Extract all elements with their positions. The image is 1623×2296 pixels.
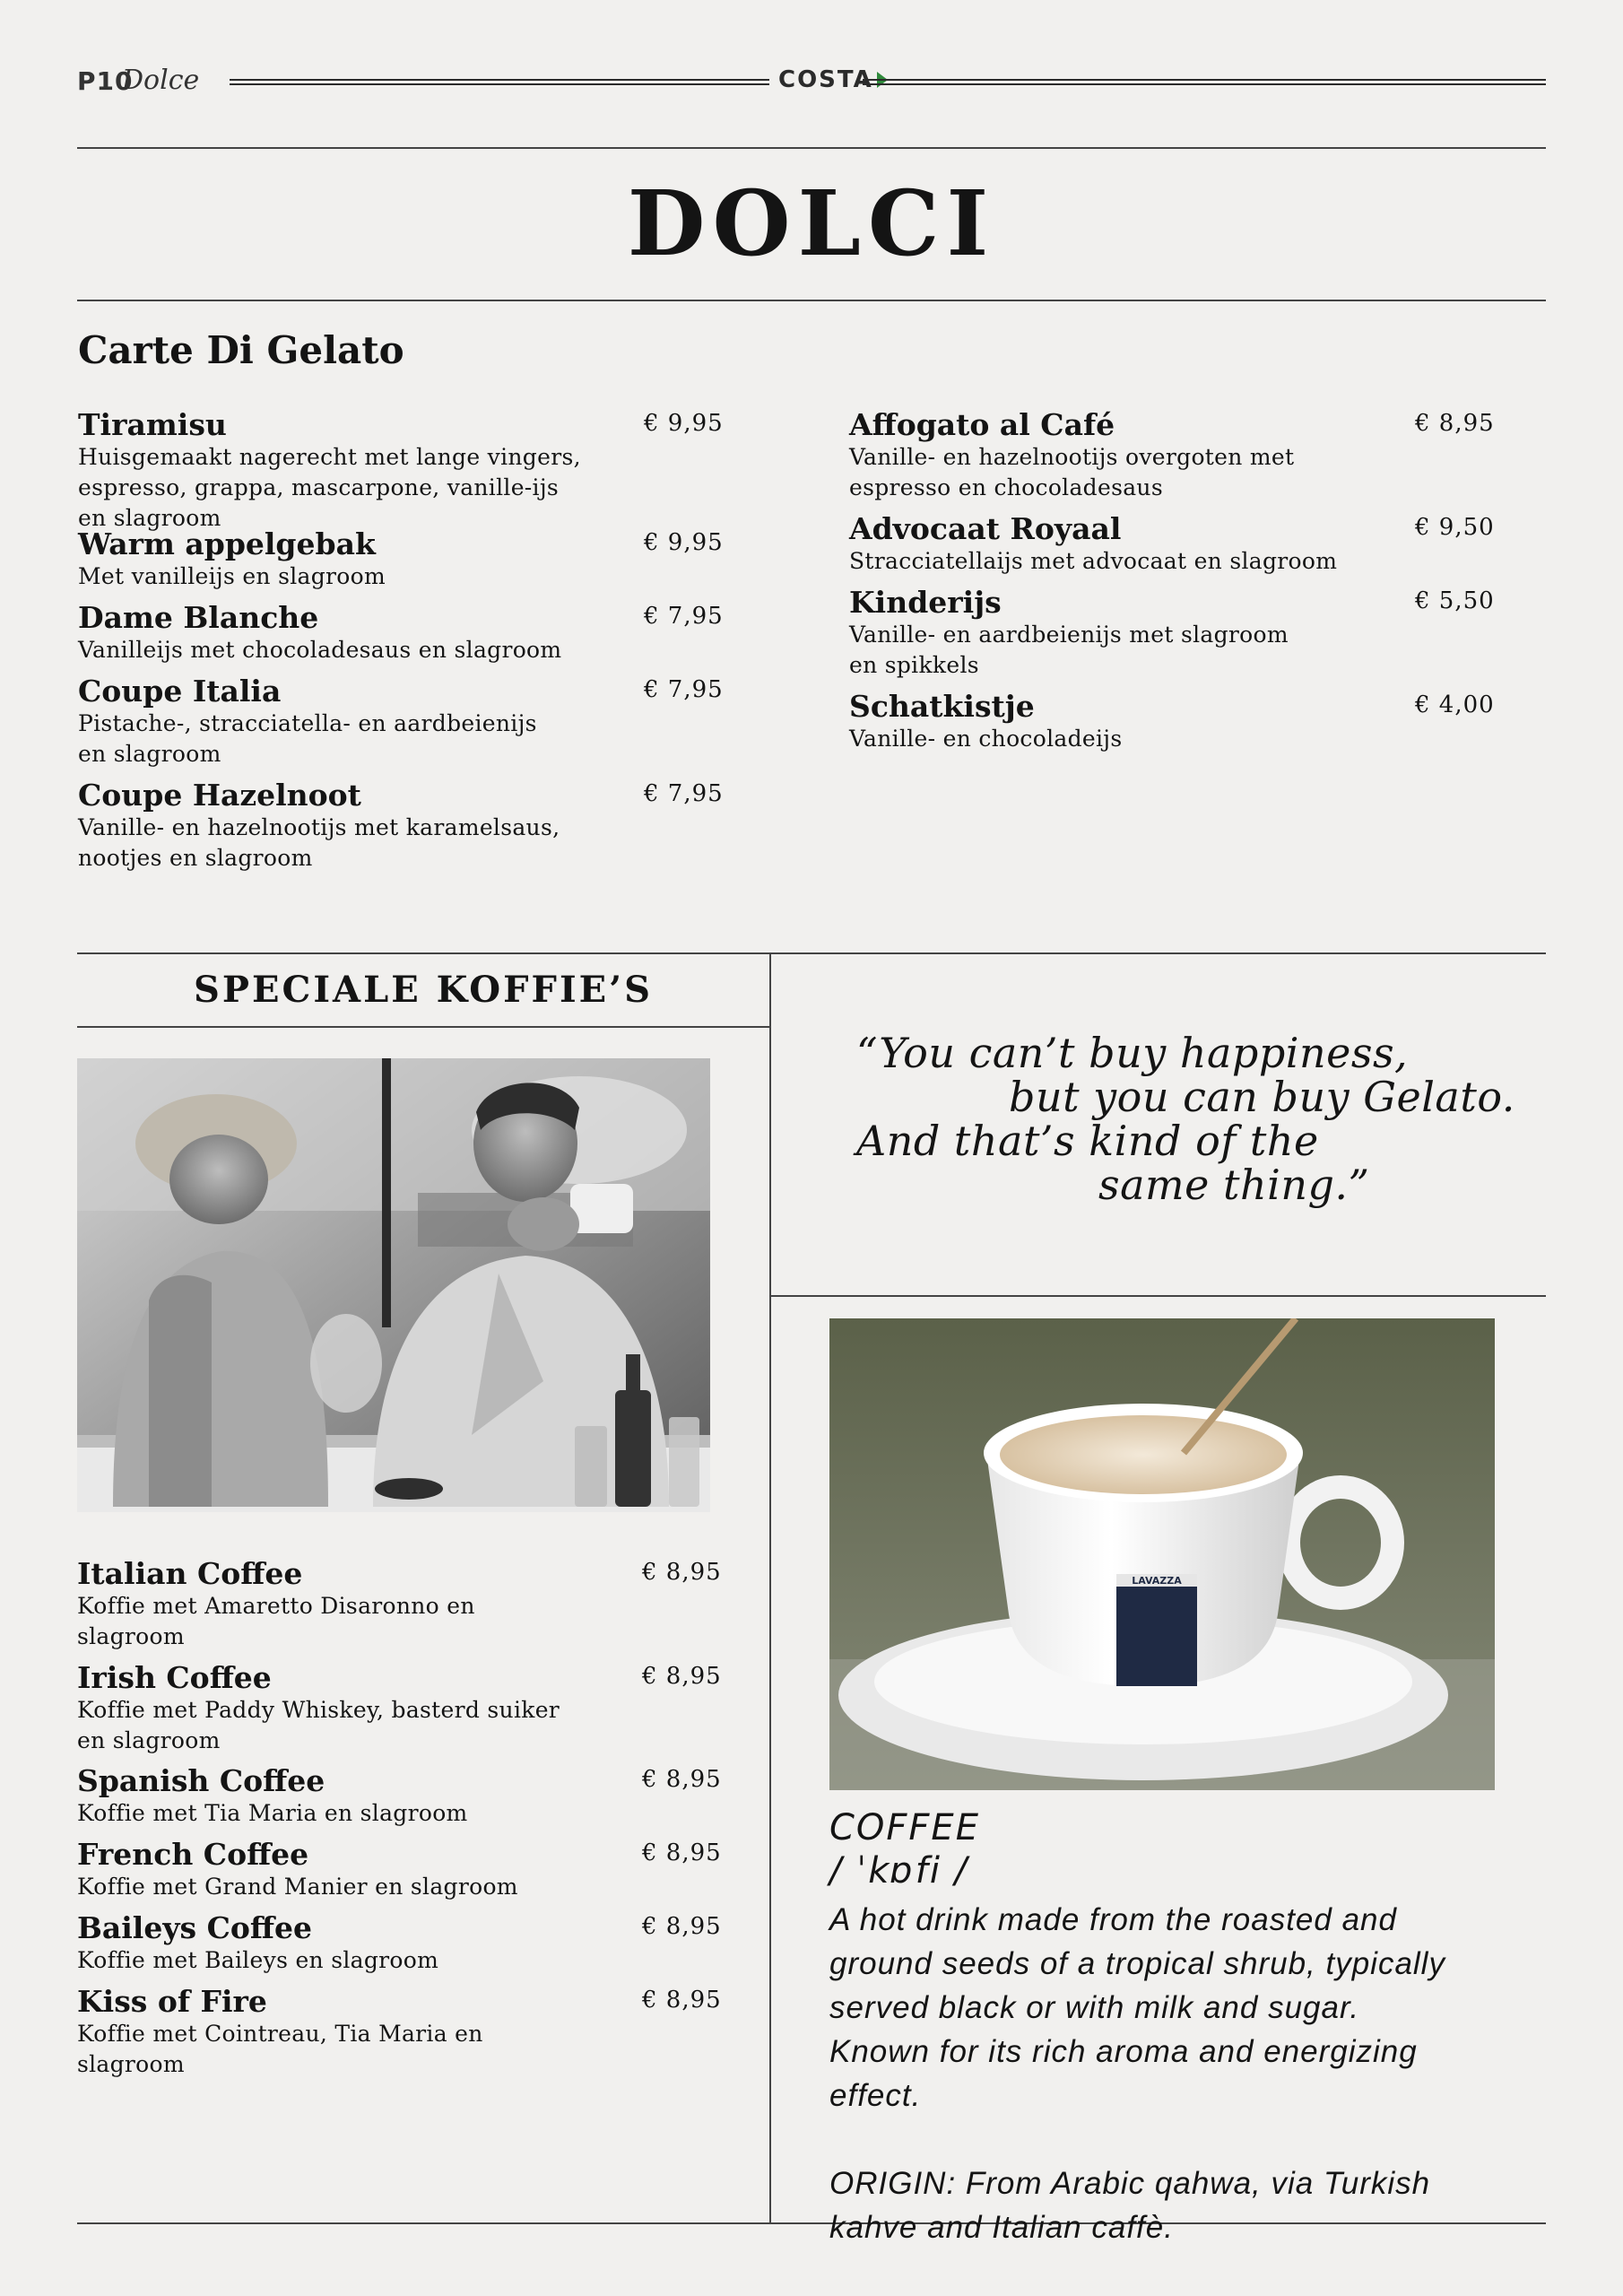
menu-item bbox=[77, 1911, 768, 1976]
gelato-heading: Carte Di Gelato bbox=[78, 328, 404, 372]
menu-item-description: en slagroom bbox=[78, 741, 221, 767]
menu-item-description: Met vanilleijs en slagroom bbox=[78, 563, 386, 589]
menu-item-description: Koffie met Baileys en slagroom bbox=[77, 1947, 439, 1973]
menu-item-name: Italian Coffee bbox=[77, 1556, 303, 1591]
coffee-cup-photo bbox=[829, 1318, 1495, 1790]
menu-item-description: en slagroom bbox=[78, 505, 221, 531]
coffee-origin-text: ORIGIN: From Arabic qahwa, via Turkish kahve and Italian caffè. bbox=[829, 2166, 1431, 2245]
menu-item-price: € 8,95 bbox=[642, 1663, 722, 1690]
koffie-heading: SPECIALE KOFFIE’S bbox=[194, 969, 653, 1011]
menu-item-name: Schatkistje bbox=[849, 689, 1035, 724]
menu-item-price: € 8,95 bbox=[642, 1987, 722, 2013]
menu-item-description: slagroom bbox=[77, 2051, 185, 2077]
menu-item-description: Vanille- en aardbeienijs met slagroom bbox=[849, 622, 1289, 648]
coffee-phonetic: / ˈkɒfi / bbox=[829, 1850, 969, 1892]
menu-item-description: Vanille- en chocoladeijs bbox=[849, 726, 1123, 752]
menu-item-description: Vanilleijs met chocoladesaus en slagroom bbox=[78, 637, 562, 663]
title-rule-bottom bbox=[77, 300, 1546, 301]
menu-item-description: espresso, grappa, mascarpone, vanille-ijs bbox=[78, 474, 560, 500]
menu-item-name: Baileys Coffee bbox=[77, 1910, 312, 1945]
menu-item-description: en slagroom bbox=[77, 1727, 221, 1753]
coffee-definition bbox=[829, 1898, 1457, 2293]
menu-item-name: Spanish Coffee bbox=[77, 1763, 325, 1798]
menu-item-price: € 8,95 bbox=[642, 1913, 722, 1940]
menu-item-price: € 9,95 bbox=[644, 410, 724, 437]
gelato-quote bbox=[856, 1031, 1515, 1207]
menu-item-price: € 7,95 bbox=[644, 676, 724, 703]
menu-item-price: € 5,50 bbox=[1415, 587, 1495, 614]
menu-item bbox=[78, 408, 769, 534]
menu-item bbox=[78, 778, 769, 874]
menu-item-description: Koffie met Paddy Whiskey, basterd suiker bbox=[77, 1697, 560, 1723]
menu-item-name: Affogato al Café bbox=[849, 407, 1115, 442]
quote-line-3: And that’s kind of the bbox=[856, 1117, 1319, 1165]
quote-line-4: same thing.” bbox=[1098, 1161, 1370, 1209]
menu-item-name: Warm appelgebak bbox=[78, 526, 376, 561]
lower-rule-top bbox=[77, 952, 1546, 954]
menu-item-name: French Coffee bbox=[77, 1837, 309, 1872]
menu-item bbox=[849, 512, 1541, 577]
quote-rule bbox=[769, 1295, 1546, 1297]
menu-item-name: Dame Blanche bbox=[78, 600, 319, 635]
coffee-definition-heading bbox=[829, 1806, 980, 1892]
header-rule-right bbox=[863, 79, 1546, 85]
vintage-cafe-photo bbox=[77, 1058, 710, 1512]
quote-line-1: “You can’t buy happiness, bbox=[856, 1029, 1409, 1077]
menu-item-price: € 9,95 bbox=[644, 529, 724, 556]
menu-item bbox=[77, 1557, 768, 1652]
menu-item-description: nootjes en slagroom bbox=[78, 845, 313, 871]
page-title: DOLCI bbox=[627, 170, 996, 276]
menu-item bbox=[78, 601, 769, 665]
quote-line-2: but you can buy Gelato. bbox=[1009, 1073, 1515, 1121]
page-section: Dolce bbox=[122, 65, 200, 96]
menu-item-description: Koffie met Amaretto Disaronno en bbox=[77, 1593, 475, 1619]
menu-item-description: Koffie met Tia Maria en slagroom bbox=[77, 1800, 468, 1826]
menu-item bbox=[78, 527, 769, 592]
menu-item-price: € 8,95 bbox=[1415, 410, 1495, 437]
menu-item-name: Coupe Italia bbox=[78, 674, 282, 709]
menu-item-price: € 8,95 bbox=[642, 1766, 722, 1793]
menu-item-name: Kinderijs bbox=[849, 585, 1002, 620]
menu-item-price: € 7,95 bbox=[644, 780, 724, 807]
menu-item-description: slagroom bbox=[77, 1623, 185, 1649]
menu-item-name: Tiramisu bbox=[78, 407, 227, 442]
menu-item-description: Koffie met Grand Manier en slagroom bbox=[77, 1874, 518, 1900]
brand-name: COSTA bbox=[778, 66, 873, 93]
cup-brand-logo: LAVAZZA bbox=[1132, 1575, 1182, 1587]
menu-item-price: € 8,95 bbox=[642, 1559, 722, 1586]
menu-item-description: Vanille- en hazelnootijs met karamelsaus, bbox=[78, 814, 560, 840]
coffee-definition-text: A hot drink made from the roasted and ground seeds of a tropical shrub, typically served black or with milk and sugar. Known for its rich aroma and energizing effect. bbox=[829, 1902, 1445, 2113]
column-divider bbox=[769, 952, 771, 2222]
menu-item-price: € 9,50 bbox=[1415, 514, 1495, 541]
menu-item-description: Huisgemaakt nagerecht met lange vingers, bbox=[78, 444, 581, 470]
menu-item-price: € 7,95 bbox=[644, 603, 724, 630]
menu-item-description: en spikkels bbox=[849, 652, 979, 678]
menu-item bbox=[77, 1764, 768, 1829]
menu-item-name: Advocaat Royaal bbox=[849, 511, 1122, 546]
page-number: P10 bbox=[77, 66, 134, 96]
menu-item-description: Koffie met Cointreau, Tia Maria en bbox=[77, 2021, 483, 2047]
menu-item bbox=[78, 674, 769, 770]
menu-item-description: Vanille- en hazelnootijs overgoten met bbox=[849, 444, 1295, 470]
menu-item-description: espresso en chocoladesaus bbox=[849, 474, 1163, 500]
menu-item bbox=[77, 1661, 768, 1756]
menu-item bbox=[849, 408, 1541, 503]
menu-item bbox=[77, 1838, 768, 1902]
menu-item-price: € 8,95 bbox=[642, 1839, 722, 1866]
menu-item-name: Kiss of Fire bbox=[77, 1984, 267, 2019]
coffee-word: COFFEE bbox=[829, 1807, 980, 1848]
menu-item-price: € 4,00 bbox=[1415, 691, 1495, 718]
menu-item bbox=[77, 1985, 768, 2080]
menu-item bbox=[849, 690, 1541, 754]
menu-item bbox=[849, 586, 1541, 681]
koffie-heading-rule bbox=[77, 1026, 769, 1028]
menu-item-name: Coupe Hazelnoot bbox=[78, 778, 361, 813]
menu-item-description: Stracciatellaijs met advocaat en slagroom bbox=[849, 548, 1338, 574]
title-rule-top bbox=[77, 147, 1546, 149]
menu-item-name: Irish Coffee bbox=[77, 1660, 272, 1695]
menu-item-description: Pistache-, stracciatella- en aardbeienijs bbox=[78, 710, 537, 736]
header-rule-left bbox=[230, 79, 769, 85]
